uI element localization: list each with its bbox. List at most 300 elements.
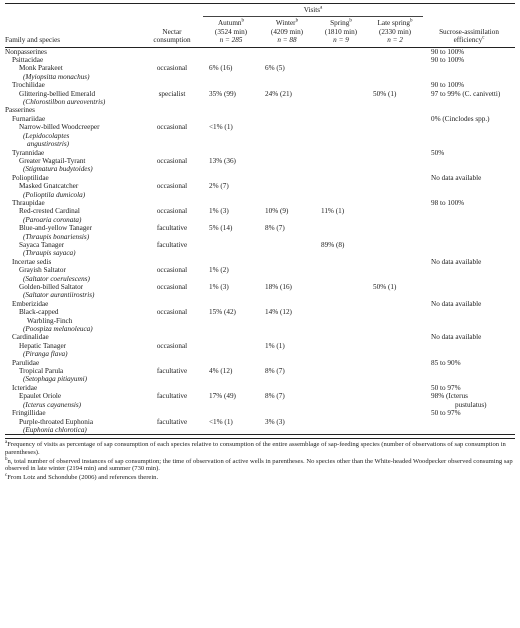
autumn-value: 13% (36) (209, 156, 236, 165)
winter-cell (259, 308, 315, 333)
eff-value: 97 to 99% (C. canivetti) (431, 89, 501, 98)
late-cell (367, 359, 423, 367)
spring-cell (315, 199, 367, 207)
winter-value: 3% (3) (265, 417, 285, 426)
autumn-cell (203, 182, 259, 199)
eff-value: 98 to 100% (431, 198, 465, 207)
autumn-cell (203, 149, 259, 157)
late-cell (367, 241, 423, 258)
table-row (5, 157, 515, 174)
autumn-cell (203, 199, 259, 207)
eff-cell (423, 367, 515, 384)
nectar-cell (141, 81, 203, 89)
table-row (5, 258, 515, 266)
eff-cell (423, 149, 515, 157)
late-cell (367, 182, 423, 199)
eff-cell (423, 241, 515, 258)
winter-column-header: Winter$^b$ (4209 min) n = 88 (270, 19, 304, 45)
autumn-cell (203, 409, 259, 417)
species-cell (5, 333, 141, 341)
scientific-name: (Polioptila dumicola) (23, 190, 86, 199)
species-name: Psittacidae (12, 56, 44, 65)
scientific-name-cont: angustirostris) (27, 140, 70, 149)
species-cell (5, 241, 141, 258)
table-row (5, 81, 515, 89)
eff-cell (423, 333, 515, 341)
nectar-cell (141, 149, 203, 157)
nectar-value: facultative (156, 240, 188, 249)
autumn-column-header: Autumn$^b$ (3524 min) n = 285 (214, 19, 248, 45)
species-cell (5, 342, 141, 359)
spring-cell (315, 300, 367, 308)
late-cell (367, 308, 423, 333)
eff-cell (423, 123, 515, 148)
winter-cell (259, 174, 315, 182)
scientific-name: (Euphonia chlorotica) (23, 425, 87, 434)
nectar-cell (141, 157, 203, 174)
nectar-cell (141, 199, 203, 207)
nectar-cell (141, 106, 203, 114)
late-cell (367, 367, 423, 384)
species-name: Masked Gnatcatcher (19, 182, 79, 191)
winter-value: 8% (7) (265, 224, 285, 233)
species-cell (5, 224, 141, 241)
eff-cell (423, 384, 515, 392)
species-name: Epaulet Oriole (19, 392, 62, 401)
spring-cell (315, 224, 367, 241)
winter-cell (259, 199, 315, 207)
late-cell (367, 409, 423, 417)
autumn-cell (203, 224, 259, 241)
eff-cell (423, 266, 515, 283)
nectar-value: occasional (156, 156, 188, 165)
spring-cell (315, 149, 367, 157)
table-row (5, 115, 515, 123)
spring-cell (315, 333, 367, 341)
eff-cell (423, 409, 515, 417)
autumn-value: 35% (99) (209, 89, 236, 98)
table-row (5, 174, 515, 182)
nectar-cell (141, 174, 203, 182)
nectar-cell (141, 367, 203, 384)
eff-value: No data available (431, 257, 482, 266)
eff-cell (423, 359, 515, 367)
winter-cell (259, 367, 315, 384)
table-row (5, 241, 515, 258)
species-cell (5, 123, 141, 148)
eff-cell (423, 224, 515, 241)
nectar-value: facultative (156, 224, 188, 233)
autumn-cell (203, 56, 259, 64)
nectar-value: occasional (156, 182, 188, 191)
species-cell (5, 283, 141, 300)
autumn-cell (203, 342, 259, 359)
table-row (5, 392, 515, 409)
table-row (5, 409, 515, 417)
species-cell (5, 90, 141, 107)
winter-cell (259, 283, 315, 300)
spring-cell (315, 266, 367, 283)
species-name: Parulidae (12, 358, 40, 367)
nectar-value: occasional (156, 64, 188, 73)
late-cell (367, 157, 423, 174)
late-cell (367, 392, 423, 409)
table-row (5, 418, 515, 435)
eff-value: 0% (Cinclodes spp.) (431, 114, 490, 123)
autumn-cell (203, 418, 259, 435)
autumn-cell (203, 300, 259, 308)
species-name: Glittering-bellied Emerald (19, 89, 96, 98)
species-name: Trochilidae (12, 81, 45, 90)
footnotes (5, 438, 515, 481)
eff-value: 98% (Icterus (431, 392, 468, 401)
species-cell (5, 308, 141, 333)
winter-cell (259, 149, 315, 157)
scientific-name: (Thraupis sayaca) (23, 249, 76, 258)
spring-cell (315, 308, 367, 333)
autumn-cell (203, 367, 259, 384)
eff-value: No data available (431, 299, 482, 308)
winter-cell (259, 90, 315, 107)
spring-cell (315, 392, 367, 409)
autumn-cell (203, 283, 259, 300)
eff-cell (423, 174, 515, 182)
nectar-cell (141, 47, 203, 56)
autumn-cell (203, 174, 259, 182)
winter-cell (259, 258, 315, 266)
winter-cell (259, 409, 315, 417)
species-name: Black-capped (19, 308, 59, 317)
table-row (5, 182, 515, 199)
late-cell (367, 224, 423, 241)
eff-cell (423, 182, 515, 199)
winter-cell (259, 81, 315, 89)
winter-cell (259, 182, 315, 199)
late-cell (367, 283, 423, 300)
autumn-value: <1% (1) (209, 123, 233, 132)
autumn-cell (203, 81, 259, 89)
species-cell (5, 115, 141, 123)
spring-cell (315, 207, 367, 224)
species-cell (5, 384, 141, 392)
spring-cell (315, 174, 367, 182)
nectar-cell (141, 207, 203, 224)
autumn-value: <1% (1) (209, 417, 233, 426)
autumn-cell (203, 392, 259, 409)
late-cell (367, 47, 423, 56)
spring-cell (315, 367, 367, 384)
winter-cell (259, 300, 315, 308)
nectar-cell (141, 224, 203, 241)
spring-cell (315, 123, 367, 148)
winter-cell (259, 106, 315, 114)
winter-cell (259, 333, 315, 341)
nectar-value: occasional (156, 266, 188, 275)
species-name: Emberizidae (12, 299, 49, 308)
species-name-cont: Warbling-Finch (27, 316, 73, 325)
eff-cell (423, 418, 515, 435)
spring-cell (315, 157, 367, 174)
late-cell (367, 115, 423, 123)
visits-table (5, 3, 515, 435)
late-cell (367, 90, 423, 107)
scientific-name: (Saltator aurantiirostris) (23, 291, 95, 300)
spring-cell (315, 90, 367, 107)
table-row (5, 47, 515, 56)
spring-cell (315, 115, 367, 123)
winter-value: 10% (9) (265, 207, 289, 216)
autumn-cell (203, 384, 259, 392)
winter-cell (259, 342, 315, 359)
nectar-value: occasional (156, 341, 188, 350)
late-cell (367, 149, 423, 157)
late-value: 50% (1) (373, 283, 397, 291)
nectar-value: facultative (156, 417, 188, 426)
species-cell (5, 300, 141, 308)
spring-cell (315, 64, 367, 81)
table-row (5, 342, 515, 359)
eff-value: 90 to 100% (431, 81, 465, 90)
winter-cell (259, 56, 315, 64)
nectar-cell (141, 266, 203, 283)
species-cell (5, 392, 141, 409)
footnote-b: $^b$n, total number of observed instances of sap consumption; the time of observation of active wells in parentheses. No species other than the White-headed Woodpecker observed consuming sap observed in late winter (2194 min) and summer (730 min). (5, 456, 513, 473)
species-name: Blue-and-yellow Tanager (19, 224, 93, 233)
scientific-name: (Icterus cayanensis) (23, 400, 82, 409)
spring-column-header: Spring$^b$ (1810 min) n = 9 (324, 19, 358, 45)
species-cell (5, 56, 141, 64)
species-cell (5, 207, 141, 224)
nectar-value: occasional (156, 283, 188, 291)
winter-cell (259, 115, 315, 123)
nectar-cell (141, 64, 203, 81)
eff-value: 50 to 97% (431, 383, 461, 392)
autumn-cell (203, 64, 259, 81)
species-name: Nonpasserines (5, 47, 47, 56)
table-row (5, 199, 515, 207)
late-cell (367, 418, 423, 435)
nectar-cell (141, 333, 203, 341)
autumn-value: 5% (14) (209, 224, 233, 233)
scientific-name: (Piranga flava) (23, 350, 68, 359)
nectar-cell (141, 409, 203, 417)
nectar-value: occasional (156, 123, 188, 132)
scientific-name: (Saltator coerulescens) (23, 274, 90, 283)
species-cell (5, 149, 141, 157)
eff-value: No data available (431, 173, 482, 182)
table-row (5, 224, 515, 241)
winter-cell (259, 241, 315, 258)
winter-cell (259, 207, 315, 224)
winter-cell (259, 47, 315, 56)
table-row (5, 333, 515, 341)
spring-cell (315, 418, 367, 435)
late-cell (367, 64, 423, 81)
table-row (5, 123, 515, 148)
autumn-cell (203, 241, 259, 258)
eff-cell (423, 300, 515, 308)
late-value: 50% (1) (373, 89, 397, 98)
spring-cell (315, 342, 367, 359)
winter-cell (259, 418, 315, 435)
nectar-cell (141, 241, 203, 258)
spring-cell (315, 241, 367, 258)
nectar-cell (141, 359, 203, 367)
nectar-column-header: Nectar consumption (153, 27, 191, 45)
eff-cell (423, 342, 515, 359)
species-name: Sayaca Tanager (19, 240, 65, 249)
species-cell (5, 182, 141, 199)
spring-cell (315, 182, 367, 199)
species-name: Hepatic Tanager (19, 341, 67, 350)
winter-value: 24% (21) (265, 89, 292, 98)
winter-cell (259, 384, 315, 392)
autumn-value: 17% (49) (209, 392, 236, 401)
spring-cell (315, 47, 367, 56)
species-name: Purple-throated Euphonia (19, 417, 94, 426)
species-cell (5, 359, 141, 367)
autumn-cell (203, 333, 259, 341)
autumn-cell (203, 90, 259, 107)
nectar-cell (141, 56, 203, 64)
footnote-a: $^a$Frequency of visits as percentage of sap consumption of each species relative to consumption of the entire assemblage of sap-feeding species (number of observations of sap consumption in parentheses). (5, 440, 506, 456)
late-cell (367, 106, 423, 114)
nectar-cell (141, 90, 203, 107)
autumn-value: 4% (12) (209, 367, 233, 376)
late-cell (367, 333, 423, 341)
scientific-name: (Stigmatura budytoides) (23, 165, 93, 174)
species-cell (5, 64, 141, 81)
spring-cell (315, 106, 367, 114)
footnote-c: $^c$From Lotz and Schondube (2006) and references therein. (5, 472, 159, 481)
late-cell (367, 266, 423, 283)
winter-value: 6% (5) (265, 64, 285, 73)
nectar-cell (141, 182, 203, 199)
species-name: Passerines (5, 106, 35, 115)
spring-cell (315, 258, 367, 266)
eff-value: 90 to 100% (431, 47, 465, 56)
table-row (5, 56, 515, 64)
eff-cell (423, 106, 515, 114)
table-header (5, 4, 515, 48)
winter-cell (259, 266, 315, 283)
scientific-name: (Thraupis bonariensis) (23, 232, 90, 241)
eff-cell (423, 81, 515, 89)
autumn-cell (203, 258, 259, 266)
scientific-name: (Chlorostilbon aureoventris) (23, 98, 106, 107)
species-name: Greater Wagtail-Tyrant (19, 156, 86, 165)
autumn-cell (203, 359, 259, 367)
autumn-cell (203, 115, 259, 123)
winter-cell (259, 123, 315, 148)
scientific-name: (Myiopsitta monachus) (23, 72, 90, 81)
nectar-cell (141, 342, 203, 359)
species-name: Tropical Parula (19, 367, 64, 376)
species-name: Monk Parakeet (19, 64, 63, 73)
winter-value: 8% (7) (265, 392, 285, 401)
winter-cell (259, 359, 315, 367)
spring-cell (315, 384, 367, 392)
nectar-cell (141, 392, 203, 409)
scientific-name: (Setophaga pitiayumi) (23, 375, 88, 384)
species-cell (5, 174, 141, 182)
table-row (5, 359, 515, 367)
eff-cell (423, 283, 515, 300)
spring-cell (315, 81, 367, 89)
species-name: Icteridae (12, 383, 38, 392)
autumn-value: 2% (7) (209, 182, 229, 191)
autumn-cell (203, 266, 259, 283)
nectar-cell (141, 384, 203, 392)
species-cell (5, 81, 141, 89)
table-row (5, 149, 515, 157)
nectar-value: occasional (156, 207, 188, 216)
autumn-value: 1% (2) (209, 266, 229, 275)
table-row (5, 90, 515, 107)
species-name: Fringillidae (12, 409, 46, 418)
eff-cell (423, 199, 515, 207)
eff-value: No data available (431, 333, 482, 342)
winter-value: 8% (7) (265, 367, 285, 376)
species-name: Incertae sedis (12, 257, 52, 266)
autumn-cell (203, 47, 259, 56)
eff-cell (423, 64, 515, 81)
table-body (5, 47, 515, 435)
eff-value: 85 to 90% (431, 358, 461, 367)
eff-cell (423, 56, 515, 64)
nectar-value: occasional (156, 308, 188, 317)
winter-cell (259, 224, 315, 241)
table-row (5, 64, 515, 81)
scientific-name: (Paroaria coronata) (23, 215, 82, 224)
species-cell (5, 157, 141, 174)
spring-cell (315, 359, 367, 367)
winter-value: 18% (16) (265, 283, 292, 291)
nectar-cell (141, 308, 203, 333)
species-name: Cardinalidae (12, 333, 49, 342)
species-cell (5, 418, 141, 435)
autumn-value: 6% (16) (209, 64, 233, 73)
species-cell (5, 47, 141, 56)
eff-cell (423, 308, 515, 333)
nectar-value: facultative (156, 392, 188, 401)
autumn-cell (203, 308, 259, 333)
late-cell (367, 384, 423, 392)
spring-cell (315, 409, 367, 417)
family-column-header: Family and species (5, 36, 61, 45)
spring-cell (315, 283, 367, 300)
late-cell (367, 342, 423, 359)
late-spring-column-header: Late spring$^b$ (2330 min) n = 2 (377, 19, 413, 45)
species-name: Tyrannidae (12, 148, 45, 157)
late-cell (367, 207, 423, 224)
late-cell (367, 300, 423, 308)
eff-cell (423, 157, 515, 174)
eff-cell (423, 47, 515, 56)
table-row (5, 207, 515, 224)
winter-value: 14% (12) (265, 308, 292, 317)
table-row (5, 300, 515, 308)
nectar-cell (141, 115, 203, 123)
eff-cell (423, 258, 515, 266)
species-name: Narrow-billed Woodcreeper (19, 123, 100, 132)
eff-value: 50 to 97% (431, 409, 461, 418)
eff-cell (423, 115, 515, 123)
species-name: Polioptilidae (12, 173, 49, 182)
autumn-value: 1% (3) (209, 207, 229, 216)
eff-cell (423, 90, 515, 107)
autumn-cell (203, 157, 259, 174)
